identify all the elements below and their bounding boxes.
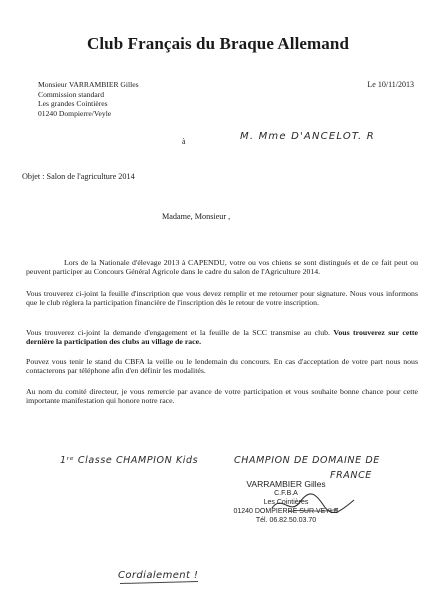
recipient-prefix: à — [182, 137, 186, 146]
body-paragraph-3 — [26, 328, 418, 347]
sender-name: Monsieur VARRAMBIER Gilles — [38, 80, 139, 89]
handwritten-note-1: 1ʳᵉ Classe CHAMPION Kids — [60, 455, 199, 466]
sender-line-1: Commission standard — [38, 89, 105, 99]
letter-date: Le 10/11/2013 — [367, 80, 414, 89]
body-paragraph-3-bold: Vous trouverez sur cette dernière la participation des clubs au village de race. — [26, 328, 418, 347]
closing-underline — [120, 581, 198, 584]
signature-scribble — [268, 490, 358, 520]
letter-subject: Objet : Salon de l'agriculture 2014 — [22, 172, 135, 181]
stamp-org: C.F.B.A — [274, 490, 298, 497]
handwritten-closing: Cordialement ! — [118, 570, 199, 581]
sender-block — [38, 80, 139, 118]
body-paragraph-3-text: Vous trouverez ci-joint la demande d'engagement et la feuille de la SCC transmise au club. — [26, 328, 334, 337]
recipient-handwritten: M. Mme D'ANCELOT. R — [240, 131, 375, 142]
sender-line-2: Les grandes Cointières — [38, 99, 108, 109]
body-paragraph-1: Lors de la Nationale d'élevage 2013 à CAPENDU, votre ou vos chiens se sont distingués et de ce fait peut ou peuvent participer au Concours Général Agricole dans le cadre du salon de l'Agriculture 2014. — [26, 258, 418, 277]
letter-title: Club Français du Braque Allemand — [86, 34, 350, 53]
body-paragraph-5: Au nom du comité directeur, je vous remercie par avance de votre participation et vous souhaite bonne chance pour cette importante manifestation qui honore notre race. — [26, 387, 418, 406]
salutation: Madame, Monsieur , — [162, 212, 231, 221]
stamp-address-1: Les Cointières — [263, 499, 309, 506]
body-paragraph-2: Vous trouverez ci-joint la feuille d'inscription que vous devez remplir et me retourner pour signature. Nous vous informons que le club réglera la participation financière de l'inscription dès le retour de votre inscription. — [26, 289, 418, 308]
stamp-address-2: 01240 DOMPIERRE SUR VEYLE — [233, 508, 339, 515]
sender-line-3: 01240 Dompierre/Veyle — [38, 108, 112, 118]
handwritten-note-2: CHAMPION DE DOMAINE DE — [234, 455, 380, 466]
stamp-phone: Tél. 06.82.50.03.70 — [255, 517, 317, 524]
body-paragraph-4: Pouvez vous tenir le stand du CBFA la veille ou le lendemain du concours. En cas d'acceptation de votre part nous nous contacterons par téléphone afin d'en définir les modalités. — [26, 357, 418, 376]
handwritten-note-3: FRANCE — [330, 470, 372, 481]
stamp-name: VARRAMBIER Gilles — [246, 479, 326, 489]
